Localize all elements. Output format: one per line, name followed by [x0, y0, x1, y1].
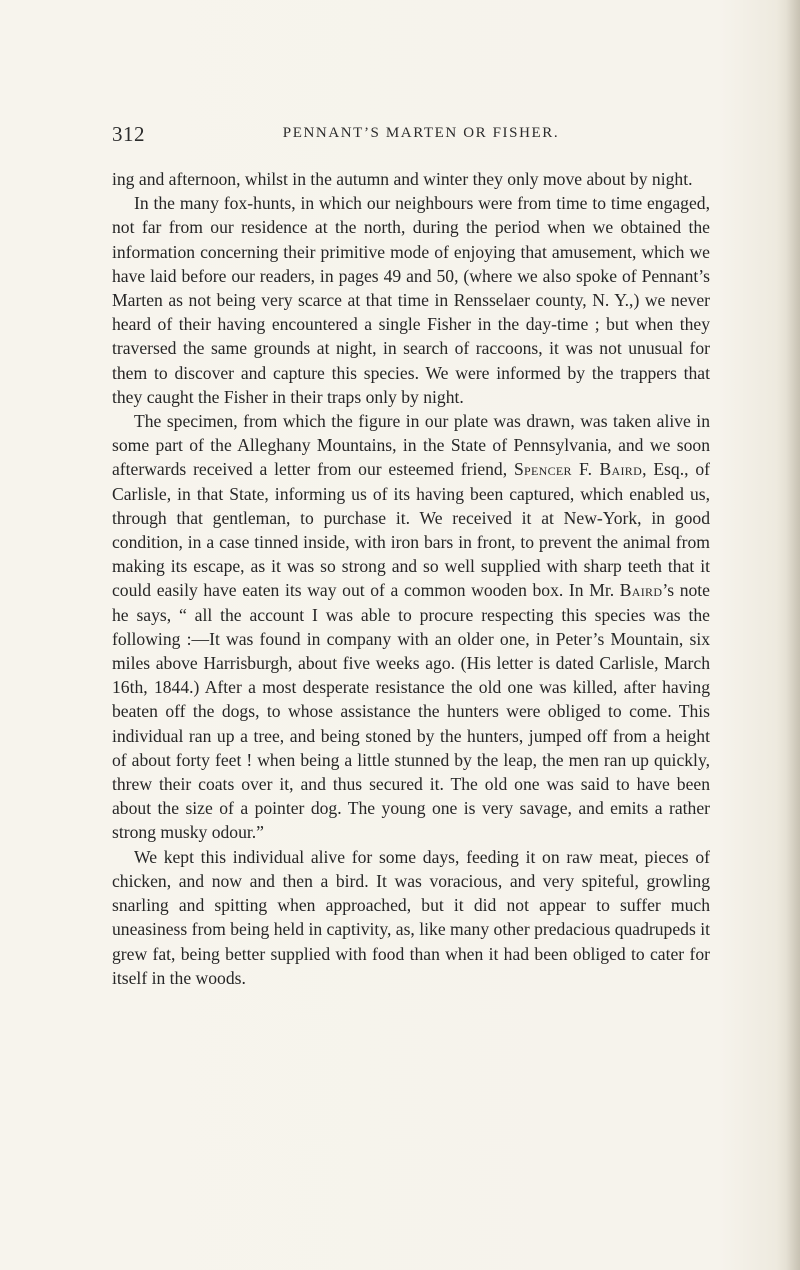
page-number: 312 [112, 122, 145, 146]
paragraph-captivity: We kept this individual alive for some days, feeding it on raw meat, pieces of chicken, and now and then a bird. It was voracious, and very spiteful, growling snarling and spitting when approached, but it did not appear to suffer much uneasiness from being held in captivity, as, like many other predacious quadrupeds it grew fat, being better supplied with food than when it had been obliged to cater for itself in the woods. [112, 846, 710, 988]
paragraph-specimen-text-2: , Esq., of Carlisle, in that State, informing us of its having been captured, which enabled us, through that gentleman, to purchase it. We received it at New-York, in good condition, in a case tinned inside, with iron bars in front, to prevent the animal from making its escape, as it was so strong and so well supplied with sharp teeth that it could easily have eaten its way out of a common wooden box. In Mr. [112, 459, 710, 601]
page-edge-shadow [786, 0, 800, 1270]
running-title: PENNANT’S MARTEN OR FISHER. [282, 125, 560, 141]
paragraph-specimen-text-1: The specimen, from which the figure in our plate was drawn, was taken alive in some part of the Alleghany Mountains, in the State of Pennsylvania, and we soon afterwards received a letter from our esteemed friend, [112, 411, 710, 480]
person-name-baird: Baird [619, 580, 663, 601]
person-name-spencer-baird: Spencer F. Baird [513, 459, 643, 480]
page-header [112, 122, 710, 152]
paragraph-fox-hunts: In the many fox-hunts, in which our neighbours were from time to time engaged, not far from our residence at the north, during the period when we obtained the information concerning their primitive mode of enjoying that amusement, which we have laid before our readers, in pages 49 and 50, (where we also spoke of Pennant’s Marten as not being very scarce at that time in Rensselaer county, N. Y.,) we never heard of their having encountered a single Fisher in the day-time ; but when they traversed the same grounds at night, in search of raccoons, it was not unusual for them to discover and capture this species. We were informed by the trappers that they caught the Fisher in their traps only by night. [112, 193, 710, 407]
body-text [112, 167, 710, 990]
paragraph-specimen-text-3: ’s note he says, “ all the account I was able to procure respecting this species was the following :—It was found in company with an older one, in Peter’s Mountain, six miles above Harrisburgh, about five weeks ago. (His letter is dated Carlisle, March 16th, 1844.) After a most desperate resistance the old one was killed, after having beaten off the dogs, to whose assistance the hunters were obliged to come. This individual ran up a tree, and being stoned by the hunters, jumped off from a height of about forty feet ! when being a little stunned by the leap, the men ran up quickly, threw their coats over it, and thus secured it. The old one was said to have been about the size of a pointer dog. The young one is very savage, and emits a rather strong musky odour.” [112, 580, 710, 843]
paragraph-continuation: ing and afternoon, whilst in the autumn and winter they only move about by night. [112, 169, 693, 189]
paragraph-specimen [112, 409, 710, 845]
